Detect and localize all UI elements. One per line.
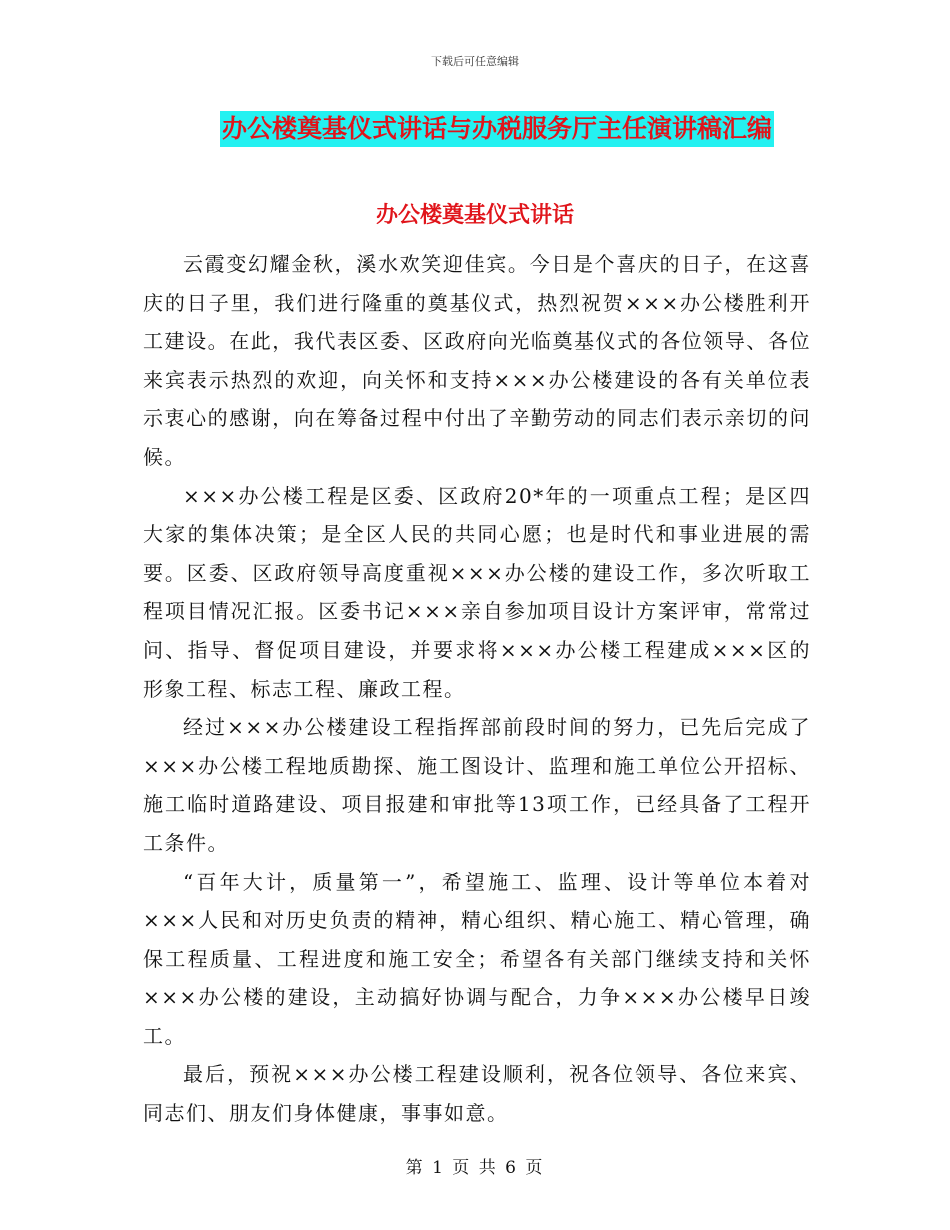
paragraph: 经过×××办公楼建设工程指挥部前段时间的努力，已先后完成了×××办公楼工程地质勘探、施工图设计、监理和施工单位公开招标、施工临时道路建设、项目报建和审批等13项工作，已经具备了工程开工条件。 — [143, 715, 811, 855]
paragraph: 云霞变幻耀金秋，溪水欢笑迎佳宾。今日是个喜庆的日子，在这喜庆的日子里，我们进行隆重的奠基仪式，热烈祝贺×××办公楼胜利开工建设。在此，我代表区委、区政府向光临奠基仪式的各位领导、各位来宾表示热烈的欢迎，向关怀和支持×××办公楼建设的各有关单位表示衷心的感谢，向在筹备过程中付出了辛勤劳动的同志们表示亲切的问候。 — [143, 252, 811, 469]
header-note: 下载后可任意编辑 — [431, 55, 519, 68]
section-title: 办公楼奠基仪式讲话 — [375, 203, 574, 228]
page-number: 第 1 页 共 6 页 — [405, 1158, 545, 1178]
document-title: 办公楼奠基仪式讲话与办税服务厅主任演讲稿汇编 — [220, 111, 774, 147]
document-title-container — [0, 111, 950, 147]
paragraph: 最后，预祝×××办公楼工程建设顺利，祝各位领导、各位来宾、同志们、朋友们身体健康，事事如意。 — [143, 1062, 811, 1126]
paragraph: ×××办公楼工程是区委、区政府20*年的一项重点工程；是区四大家的集体决策；是全区人民的共同心愿；也是时代和事业进展的需要。区委、区政府领导高度重视×××办公楼的建设工作，多次听取工程项目情况汇报。区委书记×××亲自参加项目设计方案评审，常常过问、指导、督促项目建设，并要求将×××办公楼工程建成×××区的形象工程、标志工程、廉政工程。 — [143, 483, 811, 701]
document-body — [143, 245, 811, 1133]
paragraph: “百年大计，质量第一”，希望施工、监理、设计等单位本着对×××人民和对历史负责的精神，精心组织、精心施工、精心管理，确保工程质量、工程进度和施工安全；希望各有关部门继续支持和关怀×××办公楼的建设，主动搞好协调与配合，力争×××办公楼早日竣工。 — [143, 869, 811, 1048]
